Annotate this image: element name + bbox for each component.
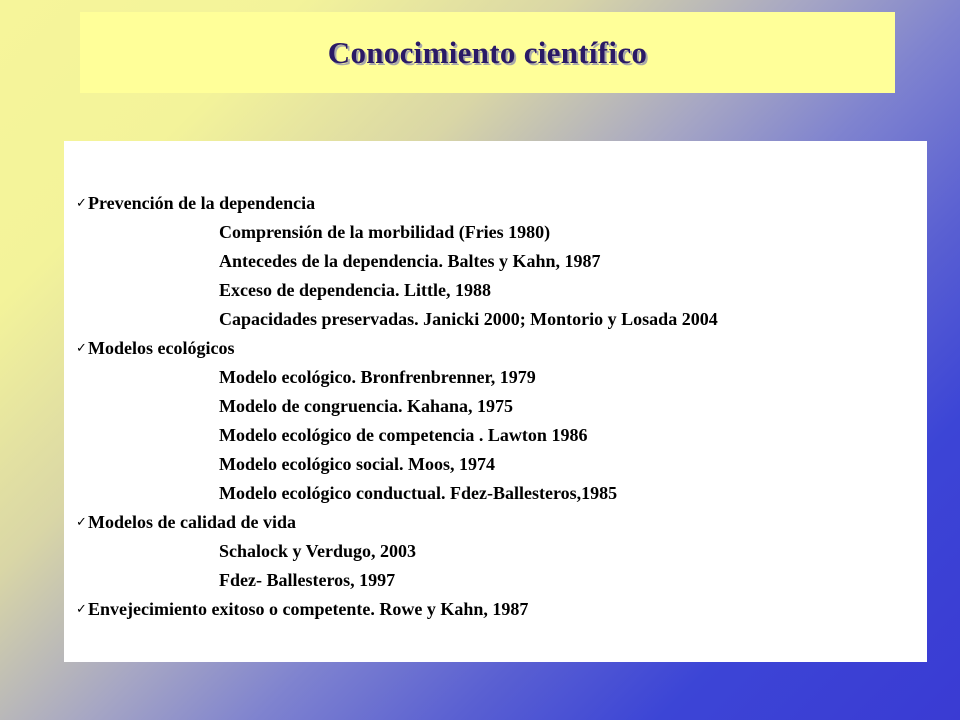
bullet-list [76, 189, 718, 624]
checkmark-icon: ✓ [76, 515, 87, 530]
section-heading-label: Prevención de la dependencia [88, 193, 316, 213]
checkmark-icon: ✓ [76, 602, 87, 617]
list-item: Modelo ecológico de competencia . Lawton 1986 [219, 425, 588, 445]
content-box [64, 141, 927, 662]
checkmark-icon: ✓ [76, 341, 87, 356]
list-item: Antecedes de la dependencia. Baltes y Kahn, 1987 [219, 251, 601, 271]
checkmark-icon: ✓ [76, 196, 87, 211]
list-item: Capacidades preservadas. Janicki 2000; Montorio y Losada 2004 [219, 309, 718, 329]
list-item: Exceso de dependencia. Little, 1988 [219, 280, 491, 300]
section-heading-label: Modelos de calidad de vida [88, 512, 297, 532]
slide-title: Conocimiento científico [327, 34, 648, 70]
list-item: Modelo ecológico conductual. Fdez-Ballesteros,1985 [219, 483, 618, 503]
list-item: Modelo de congruencia. Kahana, 1975 [219, 396, 514, 416]
section-heading [76, 334, 718, 363]
section-heading [76, 189, 718, 218]
list-item: Schalock y Verdugo, 2003 [219, 541, 417, 561]
section-heading [76, 508, 718, 537]
section-heading [76, 595, 718, 624]
list-item: Modelo ecológico. Bronfrenbrenner, 1979 [219, 367, 536, 387]
title-box [80, 12, 895, 93]
list-item: Comprensión de la morbilidad (Fries 1980) [219, 222, 551, 242]
section-heading-label: Envejecimiento exitoso o competente. Rowe y Kahn, 1987 [88, 599, 529, 619]
list-item: Fdez- Ballesteros, 1997 [219, 570, 396, 590]
section-heading-label: Modelos ecológicos [88, 338, 235, 358]
list-item: Modelo ecológico social. Moos, 1974 [219, 454, 495, 474]
